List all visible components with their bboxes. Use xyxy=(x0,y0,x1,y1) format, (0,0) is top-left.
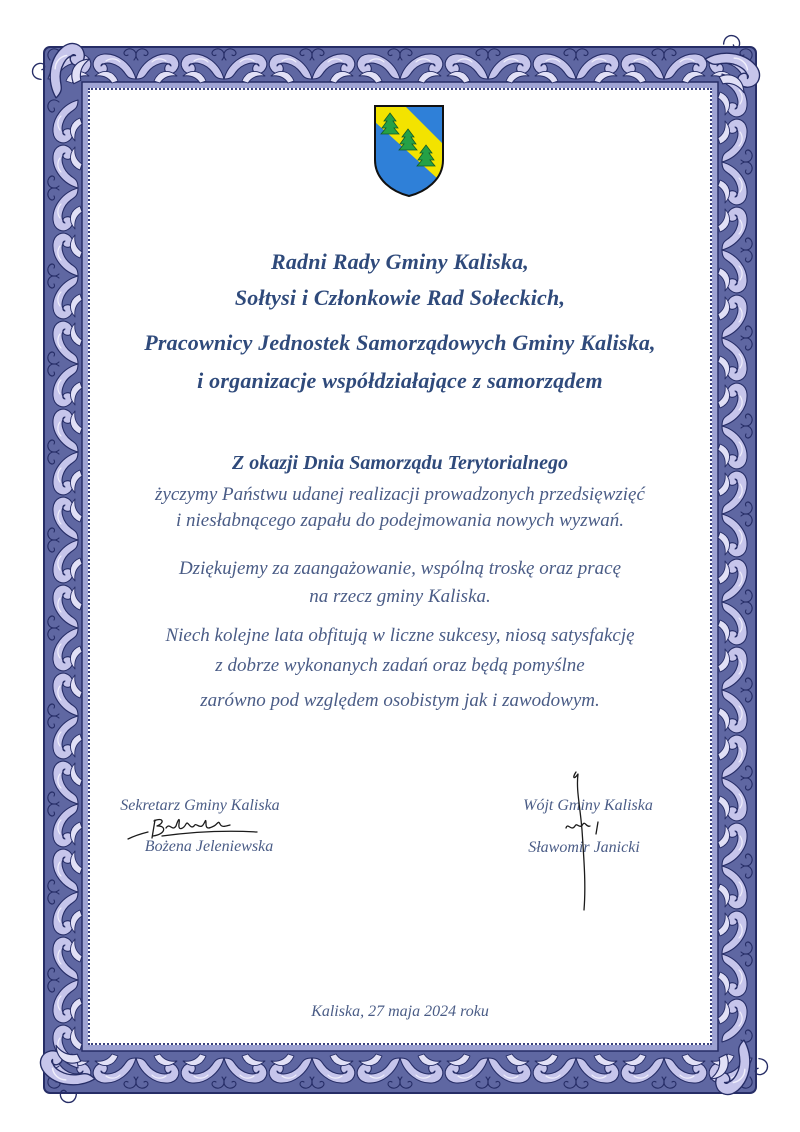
signatory-title-secretary: Sekretarz Gminy Kaliska xyxy=(120,797,280,814)
wishes-line: życzymy Państwu udanej realizacji prowadzonych przedsięwzięć xyxy=(155,484,645,505)
signature-secretary xyxy=(122,812,262,842)
thanks-line: Dziękujemy za zaangażowanie, wspólną troskę oraz pracę xyxy=(178,558,622,579)
wishes-line: z dobrze wykonanych zadań oraz będą pomyślne xyxy=(215,655,585,676)
signatory-name-mayor: Sławomir Janicki xyxy=(528,839,640,856)
signatory-name-secretary: Bożena Jeleniewska xyxy=(144,838,274,855)
wishes-line: Niech kolejne lata obfitują w liczne sukcesy, niosą satysfakcję xyxy=(165,625,635,646)
occasion-heading: Z okazji Dnia Samorządu Terytorialnego xyxy=(232,452,568,474)
addressee-line: Radni Rady Gminy Kaliska, xyxy=(270,249,530,274)
signatory-title-mayor: Wójt Gminy Kaliska xyxy=(523,797,653,814)
coat-of-arms-icon xyxy=(373,104,445,198)
thanks-line: na rzecz gminy Kaliska. xyxy=(309,586,491,607)
addressee-line: Sołtysi i Członkowie Rad Sołeckich, xyxy=(234,285,566,310)
wishes-line: zarówno pod względem osobistym jak i zawodowym. xyxy=(200,690,600,711)
wishes-line: i niesłabnącego zapału do podejmowania nowych wyzwań. xyxy=(175,510,625,531)
signature-mayor xyxy=(556,770,612,915)
place-date: Kaliska, 27 maja 2024 roku xyxy=(311,1003,489,1020)
addressee-line: i organizacje współdziałające z samorządem xyxy=(197,368,603,393)
addressee-line: Pracownicy Jednostek Samorządowych Gminy Kaliska, xyxy=(144,330,656,355)
